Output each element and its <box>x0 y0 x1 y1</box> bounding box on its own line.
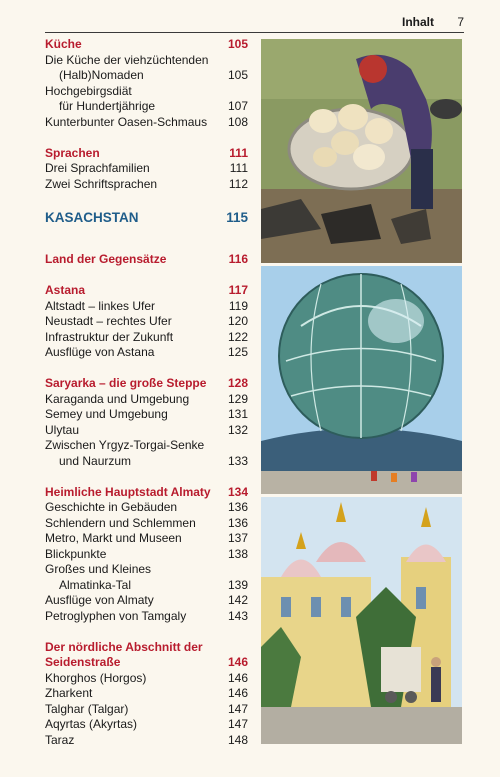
toc-entry-page: 143 <box>227 608 248 623</box>
toc-entry[interactable] <box>45 161 248 177</box>
toc-entry-title: Zharkent <box>45 686 93 700</box>
toc-entry[interactable] <box>45 423 248 439</box>
toc-entry[interactable] <box>45 516 248 532</box>
toc-entry[interactable] <box>45 702 248 718</box>
spacer <box>45 243 248 252</box>
toc-entry-page: 147 <box>227 701 248 716</box>
toc-entry[interactable] <box>45 454 248 470</box>
toc-entry-page: 116 <box>228 252 248 266</box>
toc-entry-page: 148 <box>227 732 248 747</box>
toc-entry[interactable] <box>45 53 248 69</box>
toc-entry-title: Neustadt – rechtes Ufer <box>45 314 172 328</box>
toc-entry-title: Heimliche Hauptstadt Almaty <box>45 484 211 499</box>
photo-astana-sphere <box>261 266 462 494</box>
toc-entry[interactable] <box>45 407 248 423</box>
spacer <box>45 228 248 244</box>
toc-entry[interactable] <box>45 392 248 408</box>
toc-entry-page: 129 <box>227 391 248 406</box>
toc-entry-title: Almatinka-Tal <box>59 577 132 592</box>
toc-entry-title: Ulytau <box>45 422 80 437</box>
toc-entry-page: 111 <box>229 161 248 175</box>
toc-entry-page: 119 <box>228 298 248 313</box>
toc-entry-title: Zwei Schriftsprachen <box>45 176 158 191</box>
toc-entry[interactable] <box>45 733 248 749</box>
toc-entry-title: (Halb)Nomaden <box>59 68 144 82</box>
spacer <box>45 469 248 485</box>
toc-entry-title: Hochgebirgsdiät <box>45 83 132 98</box>
toc-entry-page: 146 <box>227 655 248 669</box>
table-of-contents <box>45 37 248 748</box>
toc-entry[interactable] <box>45 84 248 100</box>
toc-entry-title: Metro, Markt und Museen <box>45 531 182 545</box>
toc-entry[interactable] <box>45 330 248 346</box>
toc-entry-page: 115 <box>226 209 248 225</box>
running-header <box>262 14 464 33</box>
toc-entry-page: 139 <box>227 577 248 592</box>
toc-entry-page: 147 <box>227 717 248 731</box>
toc-entry[interactable] <box>45 283 248 299</box>
toc-entry[interactable] <box>45 68 248 84</box>
toc-entry[interactable] <box>45 376 248 392</box>
toc-entry-page: 105 <box>227 37 248 51</box>
toc-entry-title: Taraz <box>45 732 75 747</box>
page-number: 7 <box>457 15 464 29</box>
toc-entry-title: Sprachen <box>45 145 100 160</box>
toc-entry-page: 105 <box>227 68 248 82</box>
toc-entry-page: 108 <box>227 114 248 129</box>
toc-entry-page: 133 <box>227 453 248 468</box>
toc-entry[interactable] <box>45 208 248 228</box>
toc-entry-title: Talghar (Talgar) <box>45 701 129 716</box>
toc-entry-page: 111 <box>229 145 248 160</box>
toc-entry-page: 146 <box>227 686 248 700</box>
toc-entry-title: Der nördliche Abschnitt der <box>45 639 203 654</box>
toc-entry-page: 146 <box>227 670 248 685</box>
toc-entry-title: Ausflüge von Almaty <box>45 593 154 607</box>
toc-entry-page: 120 <box>227 314 248 328</box>
toc-entry-title: Infrastruktur der Zukunft <box>45 329 174 344</box>
toc-entry[interactable] <box>45 299 248 315</box>
toc-entry-page: 136 <box>227 515 248 530</box>
toc-entry-title: Blickpunkte <box>45 546 107 561</box>
toc-entry[interactable] <box>45 717 248 733</box>
toc-entry-title: Die Küche der viehzüchtenden <box>45 52 209 67</box>
toc-entry-page: 142 <box>227 593 248 607</box>
photo-bread-making <box>261 39 462 263</box>
toc-entry-page: 131 <box>227 407 248 421</box>
toc-entry-title: Drei Sprachfamilien <box>45 161 150 175</box>
toc-entry-title: Semey und Umgebung <box>45 407 168 421</box>
spacer <box>45 130 248 146</box>
toc-entry-page: 112 <box>228 176 248 191</box>
toc-entry[interactable] <box>45 314 248 330</box>
toc-entry[interactable] <box>45 485 248 501</box>
toc-entry-page: 117 <box>228 283 248 297</box>
toc-entry-title: Ausflüge von Astana <box>45 345 155 359</box>
toc-entry-title: Kunterbunter Oasen-Schmaus <box>45 114 208 129</box>
toc-entry[interactable] <box>45 640 248 656</box>
toc-entry[interactable] <box>45 531 248 547</box>
toc-entry-page: 136 <box>227 500 248 514</box>
toc-entry-page: 134 <box>227 484 248 499</box>
toc-entry[interactable] <box>45 686 248 702</box>
toc-entry-title: Aqyrtas (Akyrtas) <box>45 717 138 731</box>
toc-entry-page: 122 <box>227 329 248 344</box>
toc-entry[interactable] <box>45 655 248 671</box>
toc-entry[interactable] <box>45 578 248 594</box>
toc-entry-title: Küche <box>45 37 82 51</box>
toc-entry[interactable] <box>45 609 248 625</box>
toc-entry-title: Khorghos (Horgos) <box>45 670 147 685</box>
toc-entry[interactable] <box>45 177 248 193</box>
toc-entry[interactable] <box>45 37 248 53</box>
toc-entry[interactable] <box>45 115 248 131</box>
header-title: Inhalt <box>402 15 434 29</box>
toc-entry-title: für Hundertjährige <box>59 99 156 113</box>
toc-entry-title: und Naurzum <box>59 453 132 468</box>
spacer <box>45 192 248 208</box>
spacer <box>45 624 248 640</box>
toc-entry[interactable] <box>45 500 248 516</box>
toc-entry-title: Petroglyphen von Tamgaly <box>45 608 187 623</box>
toc-entry[interactable] <box>45 99 248 115</box>
toc-entry-page: 138 <box>227 546 248 561</box>
toc-entry[interactable] <box>45 593 248 609</box>
toc-entry-title: Schlendern und Schlemmen <box>45 515 196 530</box>
toc-entry-page: 128 <box>227 376 248 390</box>
toc-entry-page: 107 <box>227 99 248 113</box>
toc-entry[interactable] <box>45 562 248 578</box>
toc-entry[interactable] <box>45 547 248 563</box>
toc-entry[interactable] <box>45 146 248 162</box>
toc-entry-title: Karaganda und Umgebung <box>45 391 190 406</box>
toc-entry-title: Seidenstraße <box>45 655 121 669</box>
toc-entry-title: Geschichte in Gebäuden <box>45 500 178 514</box>
toc-entry[interactable] <box>45 345 248 361</box>
toc-entry-title: KASACHSTAN <box>45 209 139 225</box>
header-rule <box>45 32 262 33</box>
toc-entry-title: Zwischen Yrgyz-Torgai-Senke <box>45 438 205 452</box>
toc-entry-title: Altstadt – linkes Ufer <box>45 298 156 313</box>
toc-entry-title: Saryarka – die große Steppe <box>45 376 207 390</box>
toc-entry[interactable] <box>45 252 248 268</box>
toc-entry-page: 125 <box>227 345 248 359</box>
toc-entry-title: Großes und Kleines <box>45 562 152 576</box>
toc-entry-title: Land der Gegensätze <box>45 252 167 266</box>
toc-entry[interactable] <box>45 438 248 454</box>
spacer <box>45 268 248 284</box>
toc-entry[interactable] <box>45 671 248 687</box>
toc-entry-title: Astana <box>45 283 86 297</box>
photo-almaty-cathedral <box>261 497 462 744</box>
spacer <box>45 361 248 377</box>
toc-entry-page: 132 <box>227 422 248 437</box>
toc-entry-page: 137 <box>227 531 248 545</box>
